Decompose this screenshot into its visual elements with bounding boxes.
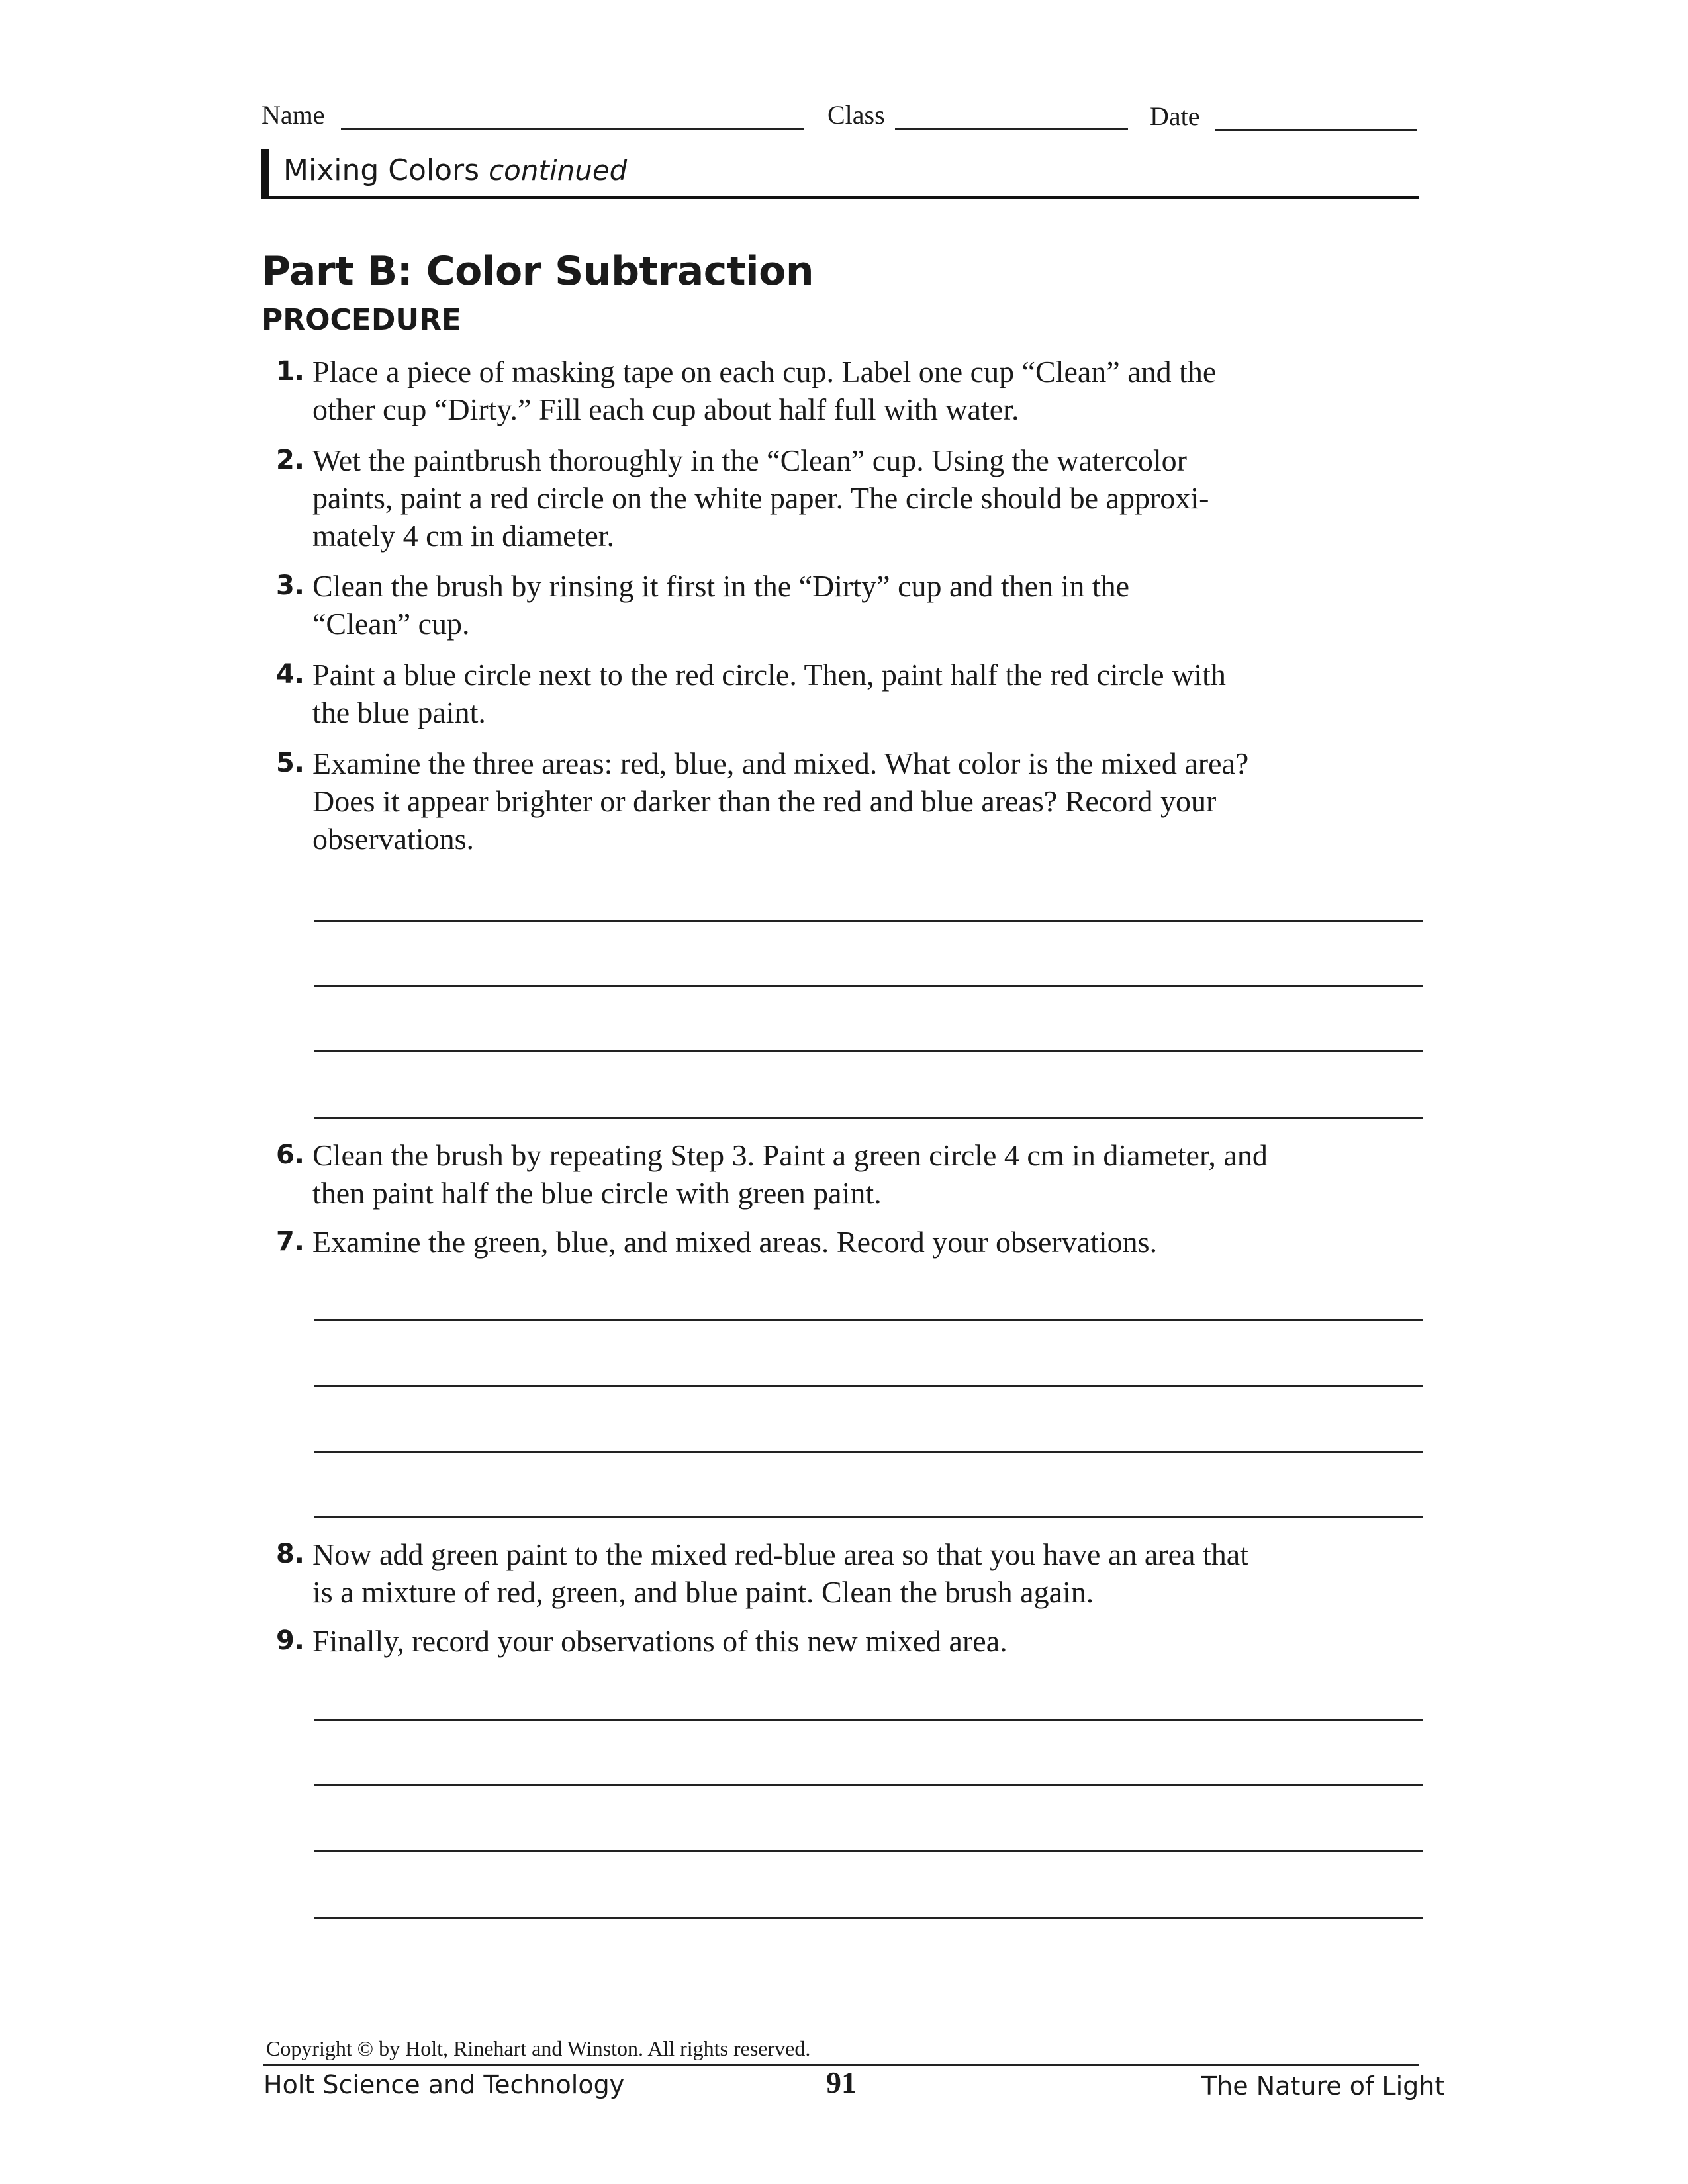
step-line: other cup “Dirty.” Fill each cup about half full with water. <box>312 392 1019 426</box>
procedure-title: PROCEDURE <box>261 303 462 337</box>
step-line: observations. <box>312 822 475 856</box>
name-field[interactable] <box>341 128 804 130</box>
step-4-text <box>312 656 1431 731</box>
step-number: 1. <box>275 356 305 387</box>
step-line: Place a piece of masking tape on each cup. Label one cup “Clean” and the <box>312 355 1217 388</box>
answer-line[interactable] <box>314 1850 1423 1852</box>
class-label: Class <box>827 100 885 130</box>
step-line: paints, paint a red circle on the white paper. The circle should be approxi- <box>312 481 1209 515</box>
step-number: 5. <box>275 748 305 778</box>
answer-line[interactable] <box>314 920 1423 922</box>
step-2-text <box>312 441 1431 555</box>
step-line: Paint a blue circle next to the red circle. Then, paint half the red circle with <box>312 658 1226 692</box>
footer-chapter-title: The Nature of Light <box>1201 2071 1445 2101</box>
class-field[interactable] <box>895 128 1128 130</box>
step-5-text <box>312 745 1431 858</box>
answer-line[interactable] <box>314 1319 1423 1321</box>
step-number: 4. <box>275 659 305 690</box>
step-line: Now add green paint to the mixed red-blue area so that you have an area that <box>312 1537 1248 1571</box>
step-1-text <box>312 353 1431 428</box>
step-line: Wet the paintbrush thoroughly in the “Clean” cup. Using the watercolor <box>312 443 1187 477</box>
page-number: 91 <box>826 2066 857 2099</box>
step-7-text <box>312 1223 1431 1261</box>
step-line: Clean the brush by rinsing it first in the “Dirty” cup and then in the <box>312 569 1130 603</box>
step-9-text <box>312 1622 1431 1660</box>
step-number: 7. <box>275 1226 305 1257</box>
step-line: “Clean” cup. <box>312 607 470 641</box>
answer-line[interactable] <box>314 985 1423 987</box>
step-number: 3. <box>275 570 305 601</box>
answer-line[interactable] <box>314 1050 1423 1052</box>
part-title: Part B: Color Subtraction <box>261 248 814 295</box>
step-line: Does it appear brighter or darker than the red and blue areas? Record your <box>312 784 1217 818</box>
step-8-text <box>312 1535 1431 1611</box>
step-number: 2. <box>275 445 305 475</box>
name-label: Name <box>261 100 325 130</box>
footer-book-title: Holt Science and Technology <box>263 2070 625 2099</box>
step-line: is a mixture of red, green, and blue paint. Clean the brush again. <box>312 1575 1094 1609</box>
answer-line[interactable] <box>314 1784 1423 1786</box>
answer-line[interactable] <box>314 1385 1423 1387</box>
banner-title: Mixing Colors continued <box>283 154 628 187</box>
step-line: Examine the green, blue, and mixed areas. Record your observations. <box>312 1225 1158 1259</box>
step-line: Clean the brush by repeating Step 3. Paint a green circle 4 cm in diameter, and <box>312 1138 1268 1172</box>
step-number: 8. <box>275 1539 305 1569</box>
answer-line[interactable] <box>314 1719 1423 1721</box>
step-number: 6. <box>275 1140 305 1170</box>
date-field[interactable] <box>1215 129 1417 131</box>
step-line: mately 4 cm in diameter. <box>312 519 615 553</box>
step-line: the blue paint. <box>312 696 486 729</box>
answer-line[interactable] <box>314 1516 1423 1518</box>
answer-line[interactable] <box>314 1117 1423 1119</box>
answer-line[interactable] <box>314 1451 1423 1453</box>
step-number: 9. <box>275 1625 305 1656</box>
answer-line[interactable] <box>314 1917 1423 1919</box>
step-6-text <box>312 1136 1438 1212</box>
copyright-notice: Copyright © by Holt, Rinehart and Winston. All rights reserved. <box>266 2036 811 2060</box>
banner-bar <box>261 149 269 197</box>
date-label: Date <box>1150 101 1200 131</box>
step-line: Finally, record your observations of this new mixed area. <box>312 1624 1008 1658</box>
step-3-text <box>312 567 1431 643</box>
banner-rule <box>261 196 1419 199</box>
step-line: then paint half the blue circle with green paint. <box>312 1176 882 1210</box>
step-line: Examine the three areas: red, blue, and mixed. What color is the mixed area? <box>312 747 1249 780</box>
banner-subtitle: continued <box>489 154 628 187</box>
